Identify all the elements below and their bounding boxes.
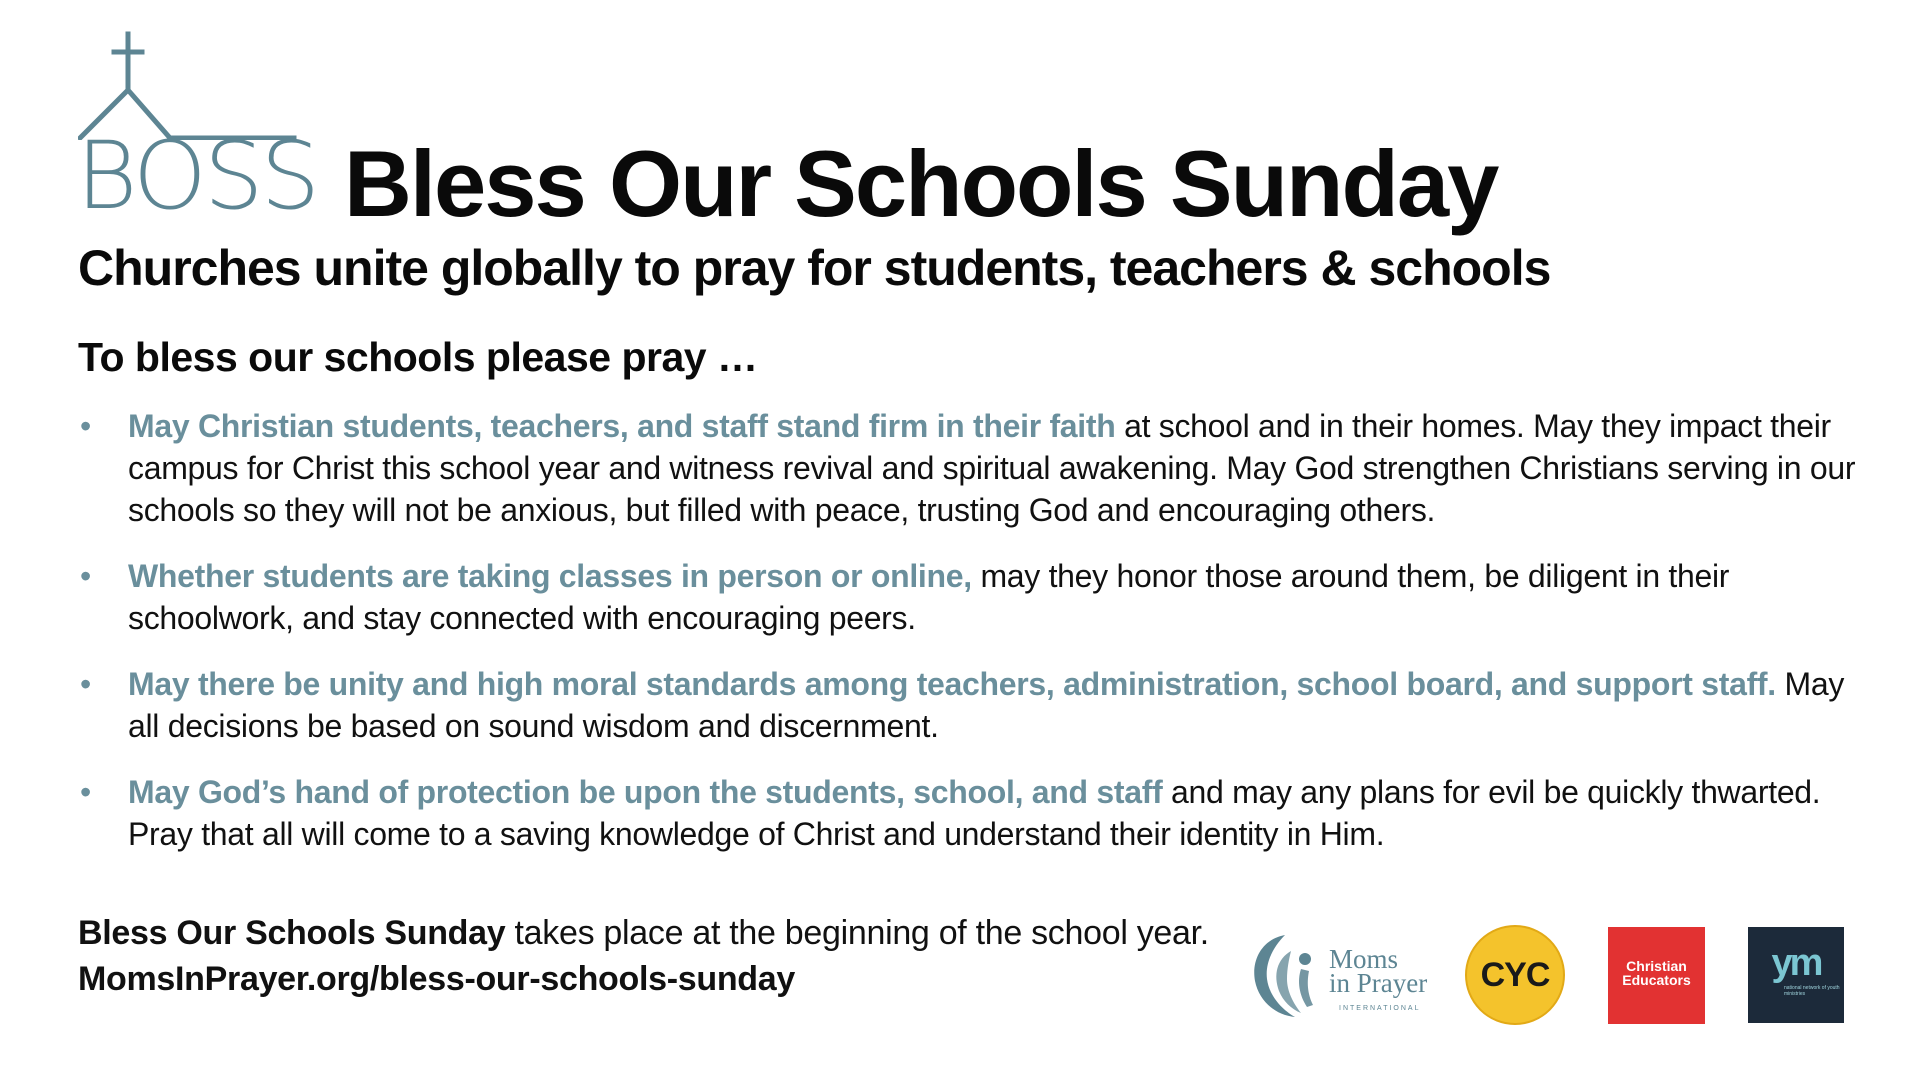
christian-educators-logo xyxy=(1608,927,1705,1024)
prayer-highlight: Whether students are taking classes in person or online, xyxy=(128,558,972,594)
footer-bold-lead: Bless Our Schools Sunday xyxy=(78,914,506,952)
ym-subtitle: national network of youth ministries xyxy=(1784,985,1840,997)
christian-educators-line2: Educators xyxy=(1622,972,1691,988)
footer-sentence xyxy=(78,910,1209,956)
moms-in-prayer-line2: in Prayer xyxy=(1329,968,1428,998)
list-item xyxy=(78,771,1878,855)
cyc-text: CYC xyxy=(1480,956,1550,994)
prayer-highlight: May God’s hand of protection be upon the students, school, and staff xyxy=(128,774,1163,810)
header xyxy=(76,30,1858,236)
cyc-logo xyxy=(1465,925,1565,1025)
moms-in-prayer-line1: Moms xyxy=(1329,944,1399,974)
boss-logo-text: BOSS xyxy=(76,122,318,231)
footer xyxy=(78,910,1209,1002)
prayer-intro: To bless our schools please pray … xyxy=(78,334,758,380)
list-item xyxy=(78,555,1878,639)
footer-url-link[interactable]: MomsInPrayer.org/bless-our-schools-sunday xyxy=(78,960,795,998)
bullet-icon: • xyxy=(80,558,91,594)
prayer-text: at school and in their homes. May they impact their campus for Christ this school year and witness revival and spiritual awakening. May God strengthen Christians serving in our schools so they will not be anxious, but filled with peace, trusting God and encouraging others. xyxy=(128,408,1856,528)
bullet-icon: • xyxy=(80,774,91,810)
prayer-list xyxy=(78,405,1878,879)
ym-logo xyxy=(1748,927,1844,1023)
prayer-text: may they honor those around them, be diligent in their schoolwork, and stay connected with encouraging peers. xyxy=(128,558,1730,636)
moms-in-prayer-name xyxy=(1329,944,1428,998)
list-item xyxy=(78,663,1878,747)
praying-hands-icon xyxy=(1245,925,1329,1025)
page-title: Bless Our Schools Sunday xyxy=(344,131,1498,236)
footer-sentence-text: takes place at the beginning of the school year. xyxy=(505,914,1209,952)
christian-educators-line1: Christian xyxy=(1626,958,1687,974)
prayer-highlight: May Christian students, teachers, and staff stand firm in their faith xyxy=(128,408,1116,444)
prayer-text: and may any plans for evil be quickly thwarted. Pray that all will come to a saving knowledge of Christ and understand their identity in Him. xyxy=(128,774,1821,852)
prayer-text: May all decisions be based on sound wisdom and discernment. xyxy=(128,666,1845,744)
page-subtitle: Churches unite globally to pray for students, teachers & schools xyxy=(78,240,1551,296)
bullet-icon: • xyxy=(80,408,91,444)
prayer-highlight: May there be unity and high moral standards among teachers, administration, school board, and support staff. xyxy=(128,666,1776,702)
moms-in-prayer-international: INTERNATIONAL xyxy=(1339,1005,1421,1012)
boss-logo xyxy=(76,30,318,231)
ym-letters: ym xyxy=(1771,942,1821,984)
bullet-icon: • xyxy=(80,666,91,702)
christian-educators-text xyxy=(1608,959,1705,987)
list-item xyxy=(78,405,1878,531)
partner-logos xyxy=(1245,925,1865,1035)
moms-in-prayer-logo xyxy=(1245,925,1428,1025)
